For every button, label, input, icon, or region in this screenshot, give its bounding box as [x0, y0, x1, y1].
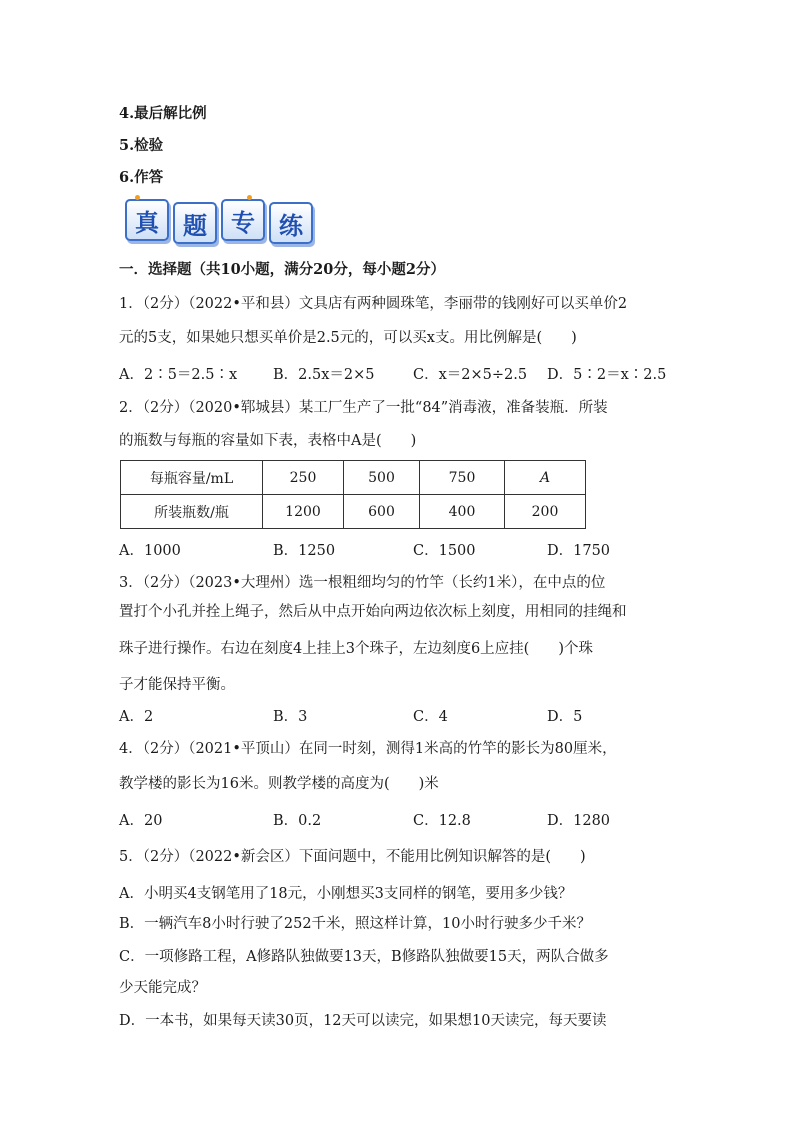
q2-option-c: C．1500: [413, 543, 476, 559]
q5-option-c-cont: 少天能完成？: [119, 980, 206, 996]
q5-option-a: A．小明买4支钢笔用了18元，小刚想买3支同样的钢笔，要用多少钱？: [119, 886, 573, 902]
q3-option-d: D．5: [547, 709, 583, 725]
q4-option-c: C．12.8: [413, 813, 471, 829]
step-answer: 6.作答: [119, 169, 164, 186]
table-cell: 500: [344, 461, 420, 495]
practice-banner: [125, 199, 313, 243]
q3-line2: 置打个小孔并拴上绳子，然后从中点开始向两边依次标上刻度，用相同的挂绳和: [119, 604, 627, 620]
q1-line2: 元的5支，如果她只想买单价是2.5元的，可以买x支。用比例解是( ): [119, 330, 577, 346]
q1-line1: 1．（2分）（2022•平和县）文具店有两种圆珠笔，李丽带的钱刚好可以买单价2: [119, 296, 628, 312]
q2-line1: 2．（2分）（2020•郓城县）某工厂生产了一批“84”消毒液，准备装瓶．所装: [119, 400, 608, 416]
q4-option-a: A．20: [119, 813, 163, 829]
section-title: 一．选择题（共10小题，满分20分，每小题2分）: [119, 261, 445, 278]
q2-options: [119, 539, 679, 559]
step-solve-proportion: 4.最后解比例: [119, 105, 207, 122]
table-row: [121, 495, 586, 529]
table-row: [121, 461, 586, 495]
q1-option-d: D．5∶2＝x∶2.5: [547, 367, 667, 383]
q2-line2: 的瓶数与每瓶的容量如下表，表格中A是( ): [119, 433, 417, 449]
banner-tile: [269, 202, 313, 244]
table-cell: A: [505, 461, 586, 495]
banner-char: 练: [279, 210, 303, 240]
q3-line3: 珠子进行操作。右边在刻度4上挂上3个珠子，左边刻度6上应挂( )个珠: [119, 641, 593, 657]
q3-line1: 3．（2分）（2023•大理州）选一根粗细均匀的竹竿（长约1米），在中点的位: [119, 575, 606, 591]
banner-char: 题: [183, 210, 207, 240]
q4-option-b: B．0.2: [273, 813, 322, 829]
q1-option-b: B．2.5x＝2×5: [273, 367, 375, 383]
table-cell: 750: [420, 461, 505, 495]
step-check: 5.检验: [119, 137, 164, 154]
q3-options: [119, 705, 679, 725]
capacity-table: [120, 460, 586, 529]
q4-line2: 教学楼的影长为16米。则教学楼的高度为( )米: [119, 776, 439, 792]
table-row-header: 每瓶容量/mL: [121, 461, 263, 495]
banner-tile: [221, 199, 265, 241]
q4-option-d: D．1280: [547, 813, 611, 829]
q5-option-b: B．一辆汽车8小时行驶了252千米，照这样计算，10小时行驶多少千米？: [119, 916, 592, 932]
q5-option-c: C．一项修路工程，A修路队独做要13天，B修路队独做要15天，两队合做多: [119, 949, 609, 965]
banner-char: 专: [231, 207, 255, 237]
table-cell: 250: [263, 461, 344, 495]
dot-decoration: [247, 195, 252, 200]
dot-decoration: [135, 195, 140, 200]
q2-option-b: B．1250: [273, 543, 336, 559]
q1-option-c: C．x＝2×5÷2.5: [413, 367, 528, 383]
q2-option-a: A．1000: [119, 543, 181, 559]
q5-option-d: D．一本书，如果每天读30页，12天可以读完，如果想10天读完，每天要读: [119, 1013, 607, 1029]
table-cell: 1200: [263, 495, 344, 529]
q3-option-b: B．3: [273, 709, 308, 725]
table-cell: 400: [420, 495, 505, 529]
q5-line1: 5．（2分）（2022•新会区）下面问题中，不能用比例知识解答的是( ): [119, 849, 586, 865]
q3-line4: 子才能保持平衡。: [119, 677, 235, 693]
banner-char: 真: [135, 207, 159, 237]
q1-option-a: A．2∶5＝2.5∶x: [119, 367, 238, 383]
banner-tile: [173, 202, 217, 244]
q3-option-c: C．4: [413, 709, 448, 725]
q2-option-d: D．1750: [547, 543, 611, 559]
banner-tile: [125, 199, 169, 241]
q3-option-a: A．2: [119, 709, 154, 725]
table-cell: 600: [344, 495, 420, 529]
q1-options: [119, 363, 679, 383]
table-cell: 200: [505, 495, 586, 529]
table-row-header: 所装瓶数/瓶: [121, 495, 263, 529]
q4-options: [119, 809, 679, 829]
q4-line1: 4．（2分）（2021•平顶山）在同一时刻，测得1米高的竹竿的影长为80厘米，: [119, 741, 617, 757]
